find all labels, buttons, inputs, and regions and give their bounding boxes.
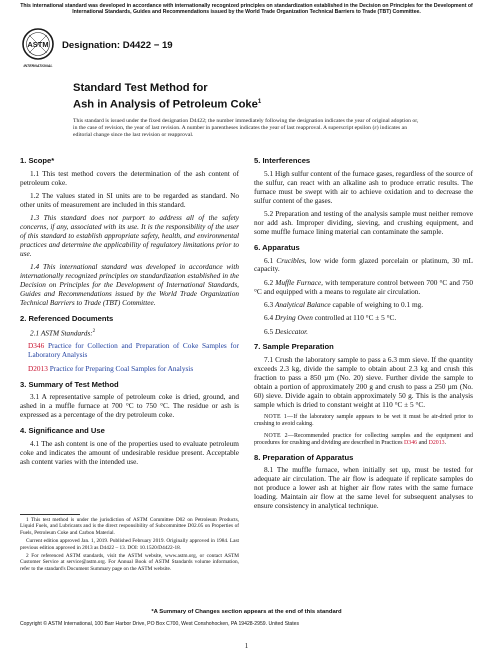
para-3-1: 3.1 A representative sample of petroleum coke is dried, ground, and ashed in a muffle furnace at 700 °C to 750 °C. The residue or ash is expressed as a percentage of the dry petroleum coke. [20, 392, 239, 420]
ref-d2013-title[interactable]: Practice for Preparing Coal Samples for Analysis [49, 363, 194, 373]
left-column [20, 157, 239, 471]
document-title [73, 82, 261, 112]
right-column [254, 157, 473, 515]
standard-issuance-note: This standard is issued under the fixed designation D4422; the number immediately following the designation indicates the year of original adoption or, in the case of revision, the year of last revision. A number in parentheses indicates the year of last reapproval. A superscript epsilon (ε) indicates an editorial change since the last revision or reapproval. [73, 118, 419, 138]
para-6-3: 6.3 Analytical Balance capable of weighing to 0.1 mg. [264, 299, 424, 309]
para-1-4: 1.4 This international standard was developed in accordance with internationally recognized principles on standardization established in the Decision on Principles for the Development of International Standards, Guides and Recommendations issued by the World Trade Organization Technical Barriers to Trade (TBT) Committee. [20, 262, 239, 307]
summary-of-changes-note: *A Summary of Changes section appears at the end of this standard [151, 609, 342, 615]
para-5-1: 5.1 High sulfur content of the furnace gases, regardless of the source of the sulfur, can react with an alkaline ash to produce erratic results. The furnace must be swept with air to achieve oxidation and to decrease the sulfur content of the gases. [254, 168, 473, 205]
logo-text: ASTM [27, 40, 49, 49]
copyright-line: Copyright © ASTM International, 100 Barr Harbor Drive, PO Box C700, West Conshohocken, PA 19428-2959. United States [20, 621, 300, 627]
wto-notice: This international standard was developed in accordance with internationally recognized principles on standardization established in the Decision on Principles for the Development of International Standards, Guides and Recommendations issued by the World Trade Organization Technical Barriers to Trade (TBT) Committee. [20, 3, 473, 16]
para-1-2: 1.2 The values stated in SI units are to be regarded as standard. No other units of measurement are included in this standard. [20, 191, 239, 210]
title-line-1: Standard Test Method for [73, 82, 208, 94]
section-5-heading: 5. Interferences [254, 156, 311, 165]
section-7-heading: 7. Sample Preparation [254, 342, 334, 352]
footnote-2: 2 For referenced ASTM standards, visit the ASTM website, www.astm.org, or contact ASTM Customer Service at service@astm.org. For Annual Book of ASTM Standards volume information, refer to the standard's Document Summary page on the ASTM website. [20, 553, 239, 572]
section-2-heading: 2. Referenced Documents [20, 313, 114, 323]
astm-logo [20, 26, 56, 72]
para-6-5: 6.5 Desiccator. [264, 326, 308, 336]
footnotes [20, 517, 239, 574]
ref-d346-code[interactable]: D346 [28, 341, 45, 351]
footnote-rule [20, 514, 80, 515]
note-1: NOTE 1—If the laboratory sample appears to be wet it must be air-dried prior to crushing to avoid caking. [254, 414, 473, 428]
note-2-ref-d2013[interactable]: D2013 [428, 439, 445, 446]
page-number: 1 [244, 642, 249, 650]
para-6-1: 6.1 Crucibles, low wide form glazed porcelain or platinum, 30 mL capacity. [254, 255, 474, 274]
section-4-heading: 4. Significance and Use [20, 426, 105, 436]
para-5-2: 5.2 Preparation and testing of the analysis sample must neither remove nor add ash. Improper dividing, sieving, and crushing equipment, and some muffle furnace lining material can contaminate the sample. [254, 208, 473, 236]
note-2-ref-d346[interactable]: D346 [404, 439, 418, 446]
section-3-heading: 3. Summary of Test Method [20, 379, 119, 389]
footnote-1: 1 This test method is under the jurisdiction of ASTM Committee D02 on Petroleum Products, Liquid Fuels, and Lubricants and is the direct responsibility of Subcommittee D02.05 on Properties of Fuels, Petroleum Coke and Carbon Material. [20, 517, 239, 536]
para-1-1: 1.1 This test method covers the determination of the ash content of petroleum coke. [20, 168, 239, 187]
footnote-1-edition: Current edition approved Jan. 1, 2019. Published February 2019. Originally approved in 1984. Last previous edition approved in 2013 as D4422 – 13. DOI: 10.1520/D4422-18. [20, 538, 239, 551]
ref-d2013-code[interactable]: D2013 [28, 363, 48, 373]
reference-d346[interactable] [20, 342, 239, 360]
para-8-1: 8.1 The muffle furnace, when initially set up, must be tested for adequate air circulation. The air flow is adequate if replicate samples do not produce a lower ash at higher air flow rates with the same furnace loading. Maintain air flow at the same level for subsequent analyses to ensure consistency in analytical technique. [254, 465, 473, 511]
title-line-2: Ash in Analysis of Petroleum Coke$^1$ [73, 98, 262, 111]
ref-d346-title[interactable]: Practice for Collection and Preparation of Coke Samples for Laboratory Analysis [28, 341, 240, 360]
section-6-heading: 6. Apparatus [254, 242, 300, 252]
reference-d2013[interactable] [20, 365, 239, 374]
designation: Designation: D4422 − 19 [62, 40, 173, 51]
para-7-1: 7.1 Crush the laboratory sample to pass a 6.3 mm sieve. If the quantity exceeds 2.3 kg, divide the sample to obtain about 2.3 kg and crush this fraction to pass a 850 µm (No. 20) sieve. Further divide the sample to obtain a portion of approximately 200 g and crush to pass a 250 µm (No. 60) sieve. Divide again to obtain approximately 50 g. This is the analysis sample which is dried to constant weight at 110 °C ± 5 °C. [254, 355, 473, 409]
note-2: NOTE 2—Recommended practice for collecting samples and the equipment and procedures for crushing and dividing are described in Practices D346 and D2013. [254, 432, 473, 446]
para-6-4: 6.4 Drying Oven controlled at 110 °C ± 5 °C. [264, 313, 397, 323]
logo-subtext: INTERNATIONAL [23, 64, 53, 68]
section-1-heading: 1. Scope* [20, 156, 55, 165]
para-6-2: 6.2 Muffle Furnace, with temperature control between 700 °C and 750 °C and equipped with a means to regulate air circulation. [254, 277, 474, 296]
para-1-3: 1.3 This standard does not purport to address all of the safety concerns, if any, associated with its use. It is the responsibility of the user of this standard to establish appropriate safety, health, and environmental practices and determine the applicability of regulatory limitations prior to use. [20, 213, 239, 258]
para-4-1: 4.1 The ash content is one of the properties used to evaluate petroleum coke and indicates the amount of undesirable residue present. Acceptable ash content varies with the intended use. [20, 439, 239, 466]
title-footnote-marker: 1 [257, 98, 262, 105]
para-2-1: 2.1 ASTM Standards:$^2$ [30, 328, 96, 338]
section-8-heading: 8. Preparation of Apparatus [254, 452, 354, 462]
